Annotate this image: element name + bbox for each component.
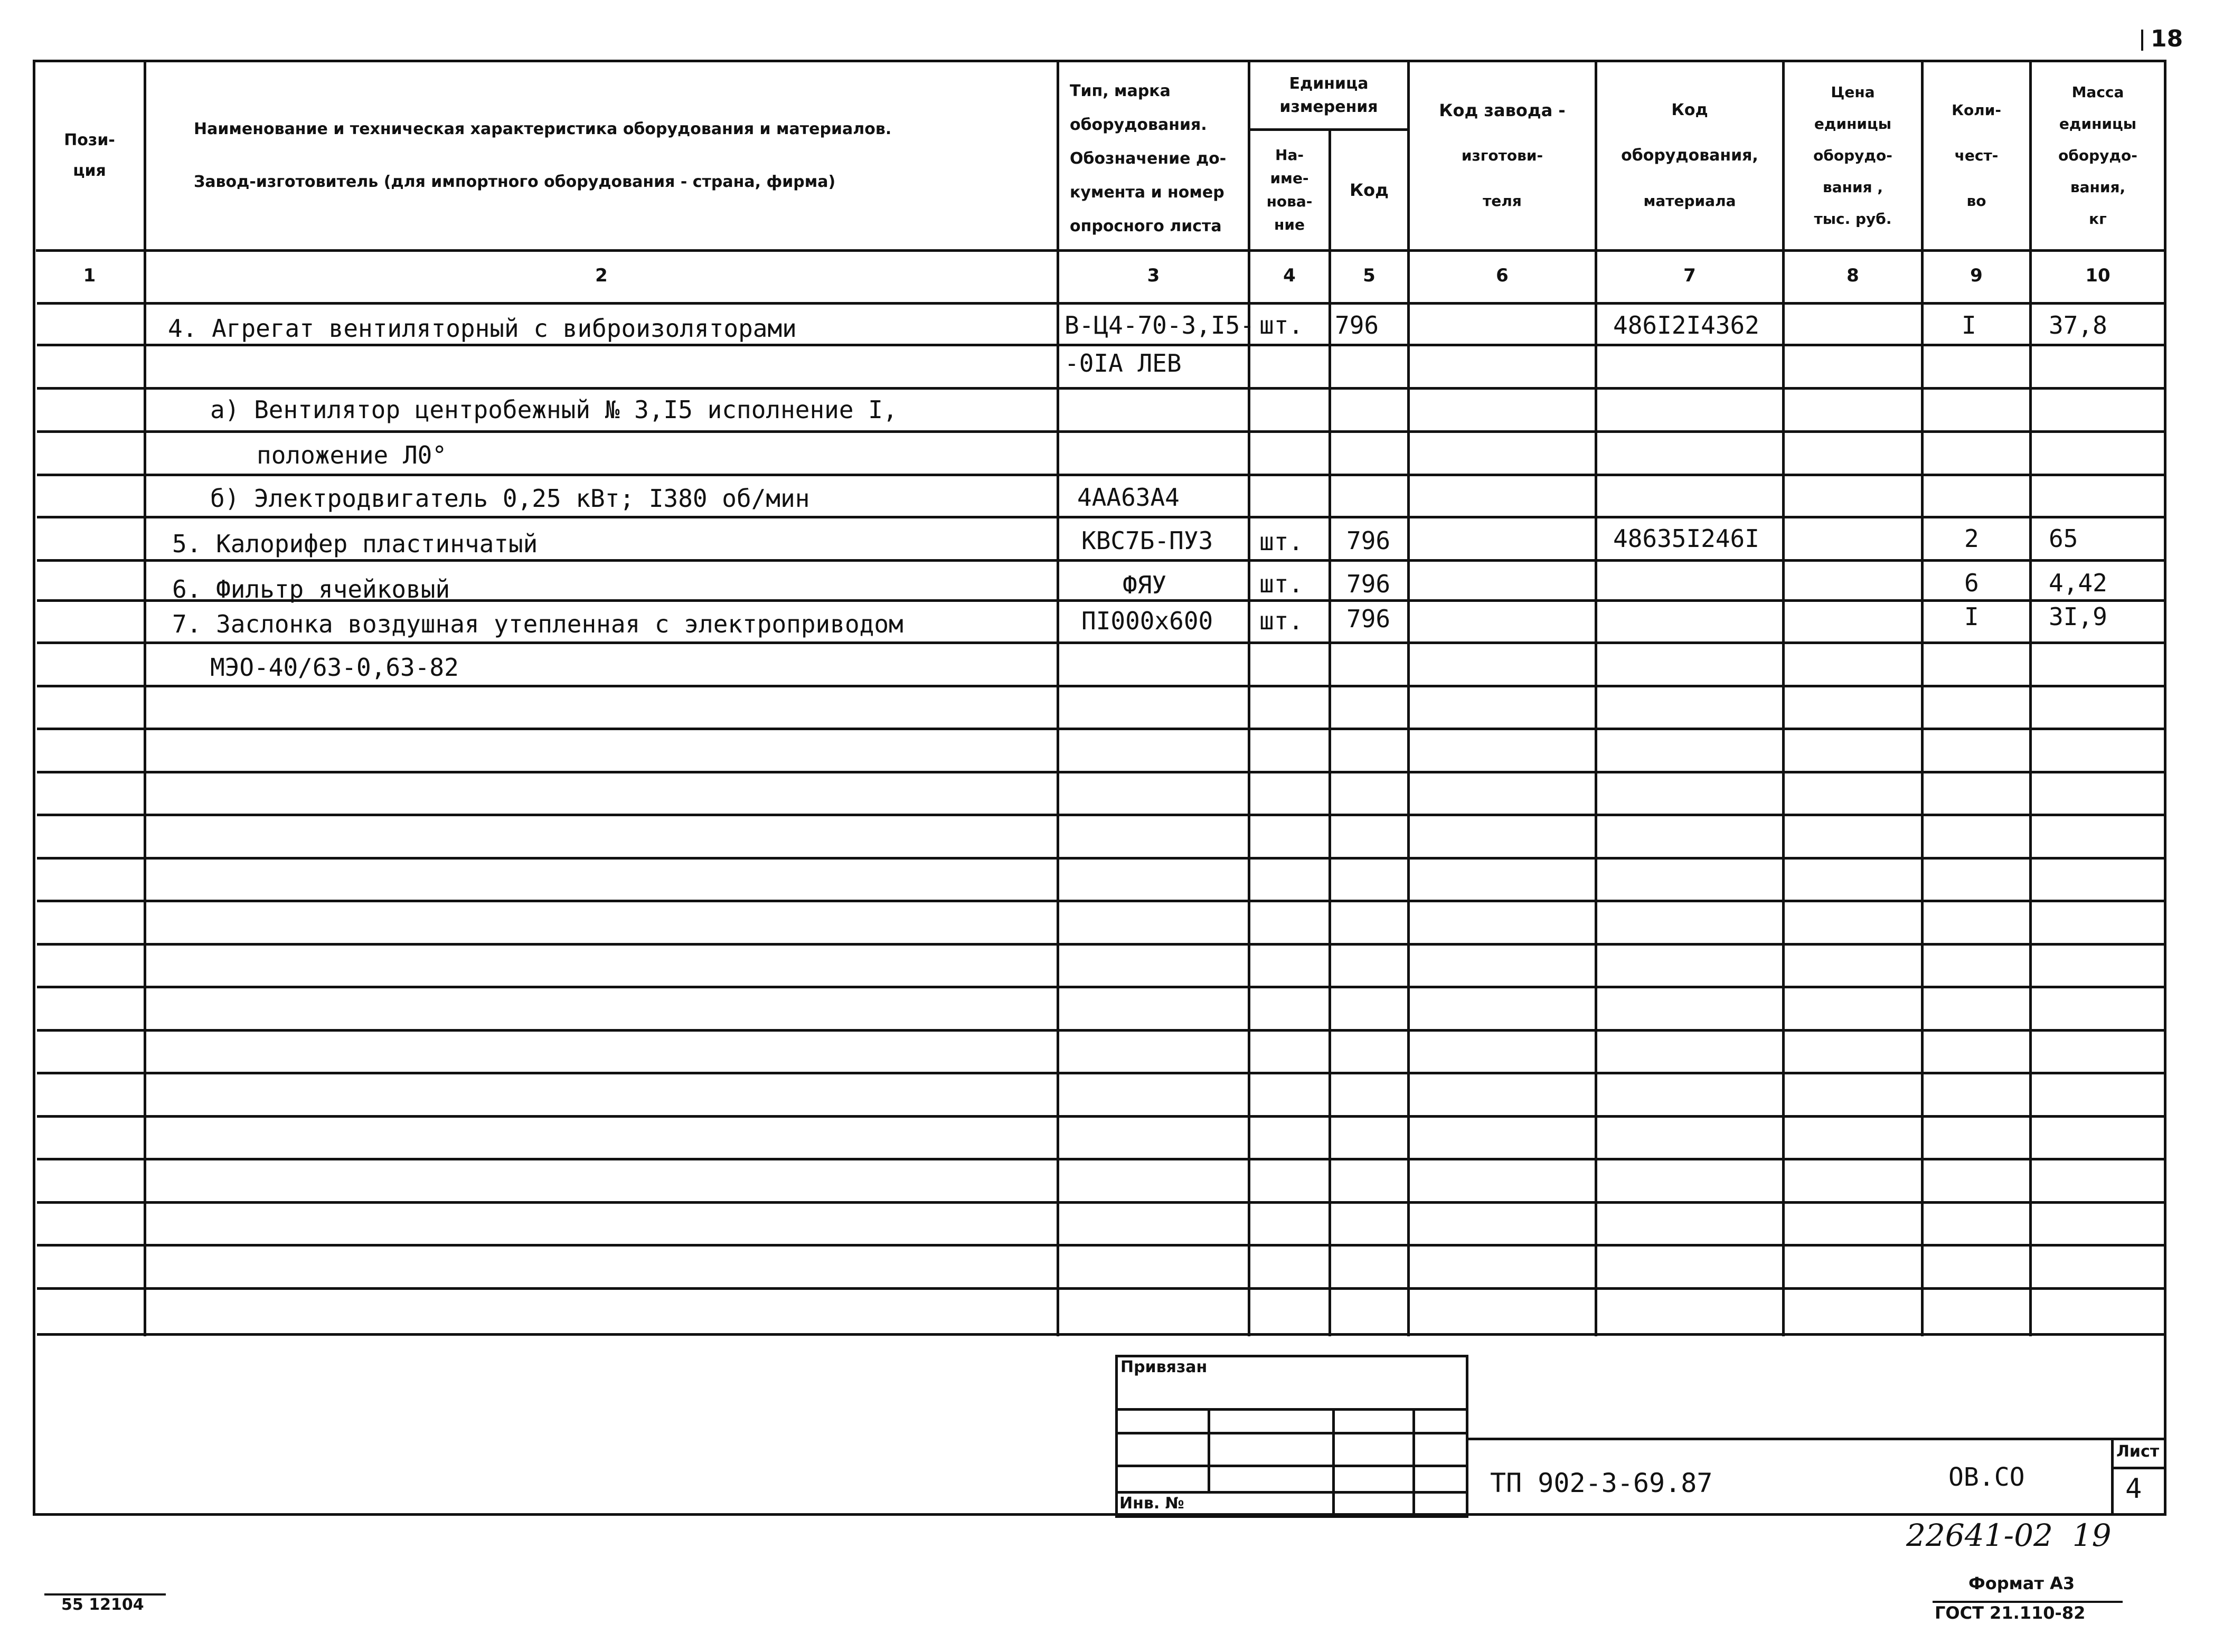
grid-line xyxy=(1329,128,1331,1336)
grid-line xyxy=(2111,1438,2114,1515)
item-name: 7. Заслонка воздушная утепленная с электроприводом xyxy=(172,610,903,638)
item-equip-code: 48635I246I xyxy=(1613,524,1759,553)
item-name: а) Вентилятор центробежный № 3,I5 исполнение I, xyxy=(210,395,898,424)
item-name: 5. Калорифер пластинчатый xyxy=(172,530,538,558)
header-col-unit-name: На- име- нова- ние xyxy=(1266,146,1313,233)
grid-line xyxy=(1208,1408,1210,1491)
item-mass: 3I,9 xyxy=(2049,602,2107,631)
column-number: 2 xyxy=(595,265,608,286)
header-col-position: Пози- ция xyxy=(64,131,115,180)
item-unit: шт. xyxy=(1259,311,1304,339)
handwritten-number: 22641-02 19 xyxy=(1906,1517,2112,1553)
item-name: 4. Агрегат вентиляторный с виброизоляторами xyxy=(168,314,797,343)
page-number: 18 xyxy=(2141,25,2183,52)
grid-line xyxy=(1332,1408,1335,1515)
item-name: положение Л0° xyxy=(257,441,447,469)
item-unit: шт. xyxy=(1259,527,1304,556)
column-number: 8 xyxy=(1846,265,1859,286)
grid-line xyxy=(37,1072,2165,1074)
stamp-inv-no: Инв. № xyxy=(1119,1494,1184,1513)
grid-line xyxy=(2164,60,2166,1515)
item-mass: 65 xyxy=(2049,524,2078,553)
item-type: ФЯУ xyxy=(1123,571,1167,599)
grid-line xyxy=(37,1115,2165,1118)
grid-line xyxy=(37,474,2165,476)
grid-line xyxy=(37,641,2165,644)
grid-line xyxy=(37,857,2165,860)
item-type: -0IA ЛЕВ xyxy=(1064,349,1182,377)
grid-line xyxy=(37,516,2165,518)
stamp-sheet-label: Лист xyxy=(2116,1442,2160,1461)
grid-line xyxy=(1115,1515,1466,1518)
header-col-qty: Коли- чест- во xyxy=(1952,101,2001,210)
item-type: КВС7Б-ПУЗ xyxy=(1081,526,1213,555)
grid-line xyxy=(1466,1355,1468,1518)
grid-line xyxy=(37,900,2165,902)
item-name: 6. Фильтр ячейковый xyxy=(172,575,450,603)
header-unit-group: Единица измерения xyxy=(1279,74,1378,116)
item-unit-code: 796 xyxy=(1335,311,1379,339)
grid-line xyxy=(37,1201,2165,1204)
grid-line xyxy=(37,302,2165,305)
header-col-name: Наименование и техническая характеристика оборудования и материалов. Завод-изготовитель (для импортного оборудования - страна, фирма) xyxy=(194,120,892,191)
grid-line xyxy=(1115,1355,1118,1518)
header-col-factory-code: Код завода - изготови- теля xyxy=(1439,100,1566,210)
header-col-mass: Масса единицы оборудо- вания, кг xyxy=(2058,83,2137,228)
grid-line xyxy=(37,387,2165,390)
grid-line xyxy=(37,1029,2165,1032)
bottom-left-code: 55 12104 xyxy=(61,1596,144,1614)
header-col-unit-code: Код xyxy=(1350,180,1389,200)
page-number-bar xyxy=(2141,30,2143,51)
column-number: 7 xyxy=(1683,265,1696,286)
column-number: 5 xyxy=(1363,265,1375,286)
grid-line xyxy=(37,685,2165,687)
item-qty: 6 xyxy=(1964,569,1979,597)
item-qty: I xyxy=(1962,311,1976,339)
grid-line xyxy=(37,1287,2165,1290)
item-qty: 2 xyxy=(1964,524,1979,553)
grid-line xyxy=(37,728,2165,730)
item-equip-code: 486I2I4362 xyxy=(1613,311,1759,339)
header-col-price: Цена единицы оборудо- вания , тыс. руб. xyxy=(1813,83,1892,228)
grid-line xyxy=(37,1333,2165,1336)
grid-line xyxy=(33,1513,2166,1516)
item-mass: 4,42 xyxy=(2049,569,2107,597)
item-qty: I xyxy=(1964,602,1979,631)
item-unit: шт. xyxy=(1259,607,1304,635)
column-number: 1 xyxy=(83,265,96,286)
item-type: 4АА63А4 xyxy=(1077,483,1180,512)
grid-line xyxy=(37,943,2165,946)
item-type: В-Ц4-70-3,I5- xyxy=(1064,311,1255,339)
column-number: 3 xyxy=(1147,265,1160,286)
header-col-type: Тип, марка оборудования. Обозначение до- кумента и номер опросного листа xyxy=(1070,82,1227,235)
grid-line xyxy=(1466,1438,2166,1440)
grid-line xyxy=(37,430,2165,433)
item-name: МЭО-40/63-0,63-82 xyxy=(210,653,459,682)
grid-line xyxy=(37,771,2165,773)
item-name: б) Электродвигатель 0,25 кВт; I380 об/мин xyxy=(210,484,810,513)
item-unit-code: 796 xyxy=(1346,570,1391,598)
grid-line xyxy=(1115,1355,1466,1357)
header-col-equip-code: Код оборудования, материала xyxy=(1621,101,1758,210)
grid-line xyxy=(1412,1408,1415,1515)
stamp-privyazan: Привязан xyxy=(1120,1358,1208,1376)
stamp-doc-code: ТП 902-3-69.87 xyxy=(1490,1468,1713,1498)
column-number: 9 xyxy=(1970,265,1983,286)
item-unit: шт. xyxy=(1259,570,1304,598)
item-unit-code: 796 xyxy=(1346,526,1391,555)
stamp-sheet-number: 4 xyxy=(2125,1473,2142,1505)
gost-label: ГОСТ 21.110-82 xyxy=(1935,1603,2086,1623)
column-number: 6 xyxy=(1496,265,1509,286)
item-mass: 37,8 xyxy=(2049,311,2107,339)
grid-line xyxy=(37,814,2165,816)
format-label: Формат А3 xyxy=(1968,1573,2075,1593)
item-unit-code: 796 xyxy=(1346,605,1391,633)
grid-line xyxy=(37,1244,2165,1247)
grid-line xyxy=(37,1158,2165,1160)
stamp-section: ОВ.СО xyxy=(1948,1462,2025,1492)
column-number: 4 xyxy=(1283,265,1296,286)
grid-line xyxy=(2111,1467,2166,1469)
item-type: ПI000x600 xyxy=(1081,607,1213,635)
grid-line xyxy=(37,986,2165,988)
column-number: 10 xyxy=(2085,265,2111,286)
